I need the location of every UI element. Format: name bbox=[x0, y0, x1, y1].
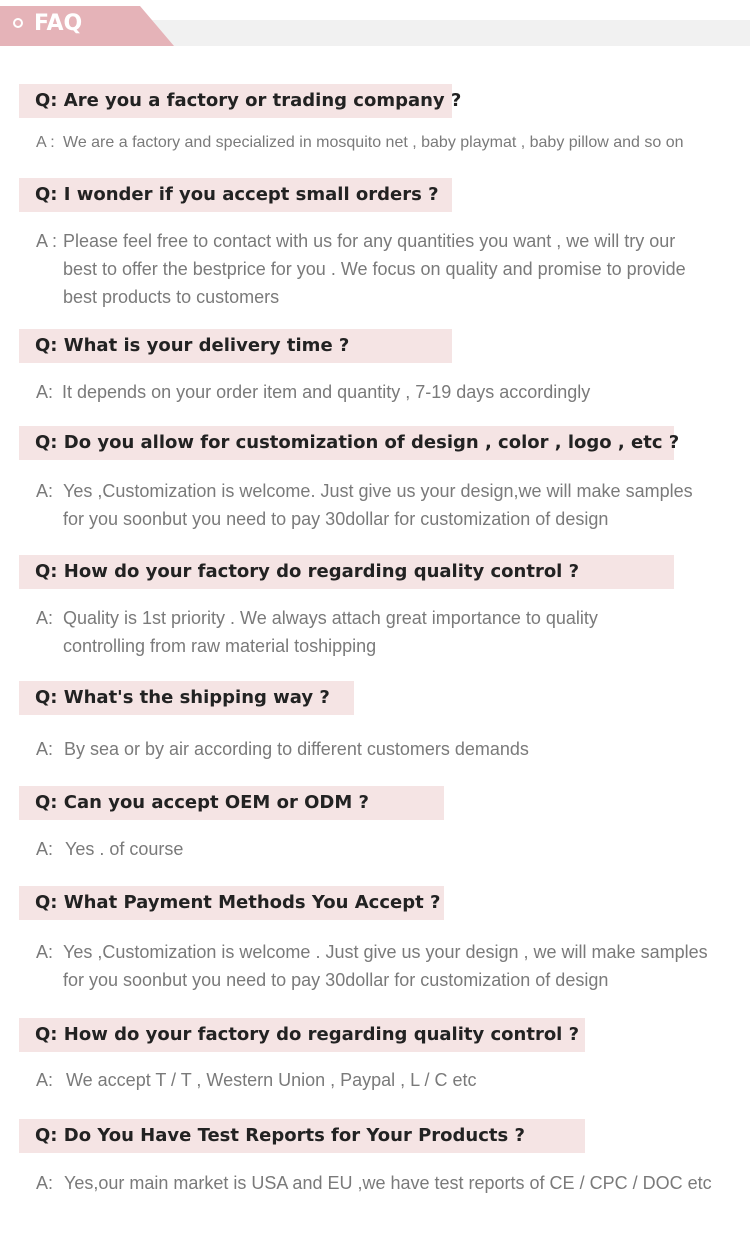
answer-text: Yes,our main market is USA and EU ,we have test reports of CE / CPC / DOC etc bbox=[64, 1173, 712, 1193]
answer-text: Yes ,Customization is welcome . Just give us your design , we will make samples for you soonbut you need to pay 30dollar for customization of design bbox=[63, 942, 708, 990]
faq-question-3 bbox=[19, 329, 452, 363]
answer-text: By sea or by air according to different customers demands bbox=[64, 739, 529, 759]
answer-prefix: A : bbox=[36, 134, 55, 151]
faq-answer-6 bbox=[36, 735, 736, 763]
question-text: Q: Are you a factory or trading company ? bbox=[35, 90, 462, 111]
answer-prefix: A: bbox=[36, 382, 54, 402]
faq-answer-2 bbox=[36, 227, 736, 311]
faq-answer-4 bbox=[36, 477, 736, 533]
question-text: Q: What Payment Methods You Accept ? bbox=[35, 892, 441, 913]
page-title: FAQ bbox=[34, 11, 83, 36]
faq-question-7 bbox=[19, 786, 444, 820]
question-text: Q: Can you accept OEM or ODM ? bbox=[35, 792, 369, 813]
question-text: Q: How do your factory do regarding quality control ? bbox=[35, 561, 580, 582]
answer-text: We are a factory and specialized in mosquito net , baby playmat , baby pillow and so on bbox=[63, 134, 684, 151]
answer-prefix: A: bbox=[36, 739, 54, 759]
answer-text: Please feel free to contact with us for any quantities you want , we will try our best to offer the bestprice for you . We focus on quality and promise to provide best products to customers bbox=[63, 231, 686, 307]
circle-bullet-icon bbox=[13, 18, 23, 28]
faq-answer-1 bbox=[36, 133, 736, 153]
answer-text: Yes ,Customization is welcome. Just give us your design,we will make samples for you soonbut you need to pay 30dollar for customization of design bbox=[63, 481, 693, 529]
answer-text: We accept T / T , Western Union , Paypal , L / C etc bbox=[66, 1070, 477, 1090]
question-text: Q: Do you allow for customization of design , color , logo , etc ? bbox=[35, 432, 680, 453]
header-divider bbox=[150, 20, 750, 46]
question-text: Q: How do your factory do regarding quality control ? bbox=[35, 1024, 580, 1045]
question-text: Q: I wonder if you accept small orders ? bbox=[35, 184, 439, 205]
answer-prefix: A: bbox=[36, 608, 54, 628]
faq-answer-3 bbox=[36, 378, 736, 406]
faq-question-8 bbox=[19, 886, 444, 920]
faq-question-1 bbox=[19, 84, 462, 118]
answer-prefix: A: bbox=[36, 481, 54, 501]
answer-text: Yes . of course bbox=[65, 839, 184, 859]
question-text: Q: What is your delivery time ? bbox=[35, 335, 350, 356]
faq-question-9 bbox=[19, 1018, 585, 1052]
faq-question-2 bbox=[19, 178, 452, 212]
answer-prefix: A : bbox=[36, 231, 58, 251]
faq-question-5 bbox=[19, 555, 674, 589]
faq-question-6 bbox=[19, 681, 354, 715]
answer-prefix: A: bbox=[36, 942, 54, 962]
header-tab bbox=[0, 6, 174, 46]
answer-text: It depends on your order item and quantity , 7-19 days accordingly bbox=[62, 382, 591, 402]
answer-prefix: A: bbox=[36, 839, 54, 859]
faq-answer-9 bbox=[36, 1066, 736, 1094]
faq-answer-7 bbox=[36, 835, 736, 863]
answer-text: Quality is 1st priority . We always attach great importance to quality controlling from raw material toshipping bbox=[63, 608, 598, 656]
faq-answer-8 bbox=[36, 938, 736, 994]
question-text: Q: What's the shipping way ? bbox=[35, 687, 330, 708]
faq-question-10 bbox=[19, 1119, 585, 1153]
answer-prefix: A: bbox=[36, 1070, 54, 1090]
faq-header bbox=[0, 6, 750, 46]
faq-question-4 bbox=[19, 426, 680, 460]
faq-answer-10 bbox=[36, 1169, 736, 1197]
faq-answer-5 bbox=[36, 604, 736, 660]
answer-prefix: A: bbox=[36, 1173, 54, 1193]
question-text: Q: Do You Have Test Reports for Your Products ? bbox=[35, 1125, 525, 1146]
